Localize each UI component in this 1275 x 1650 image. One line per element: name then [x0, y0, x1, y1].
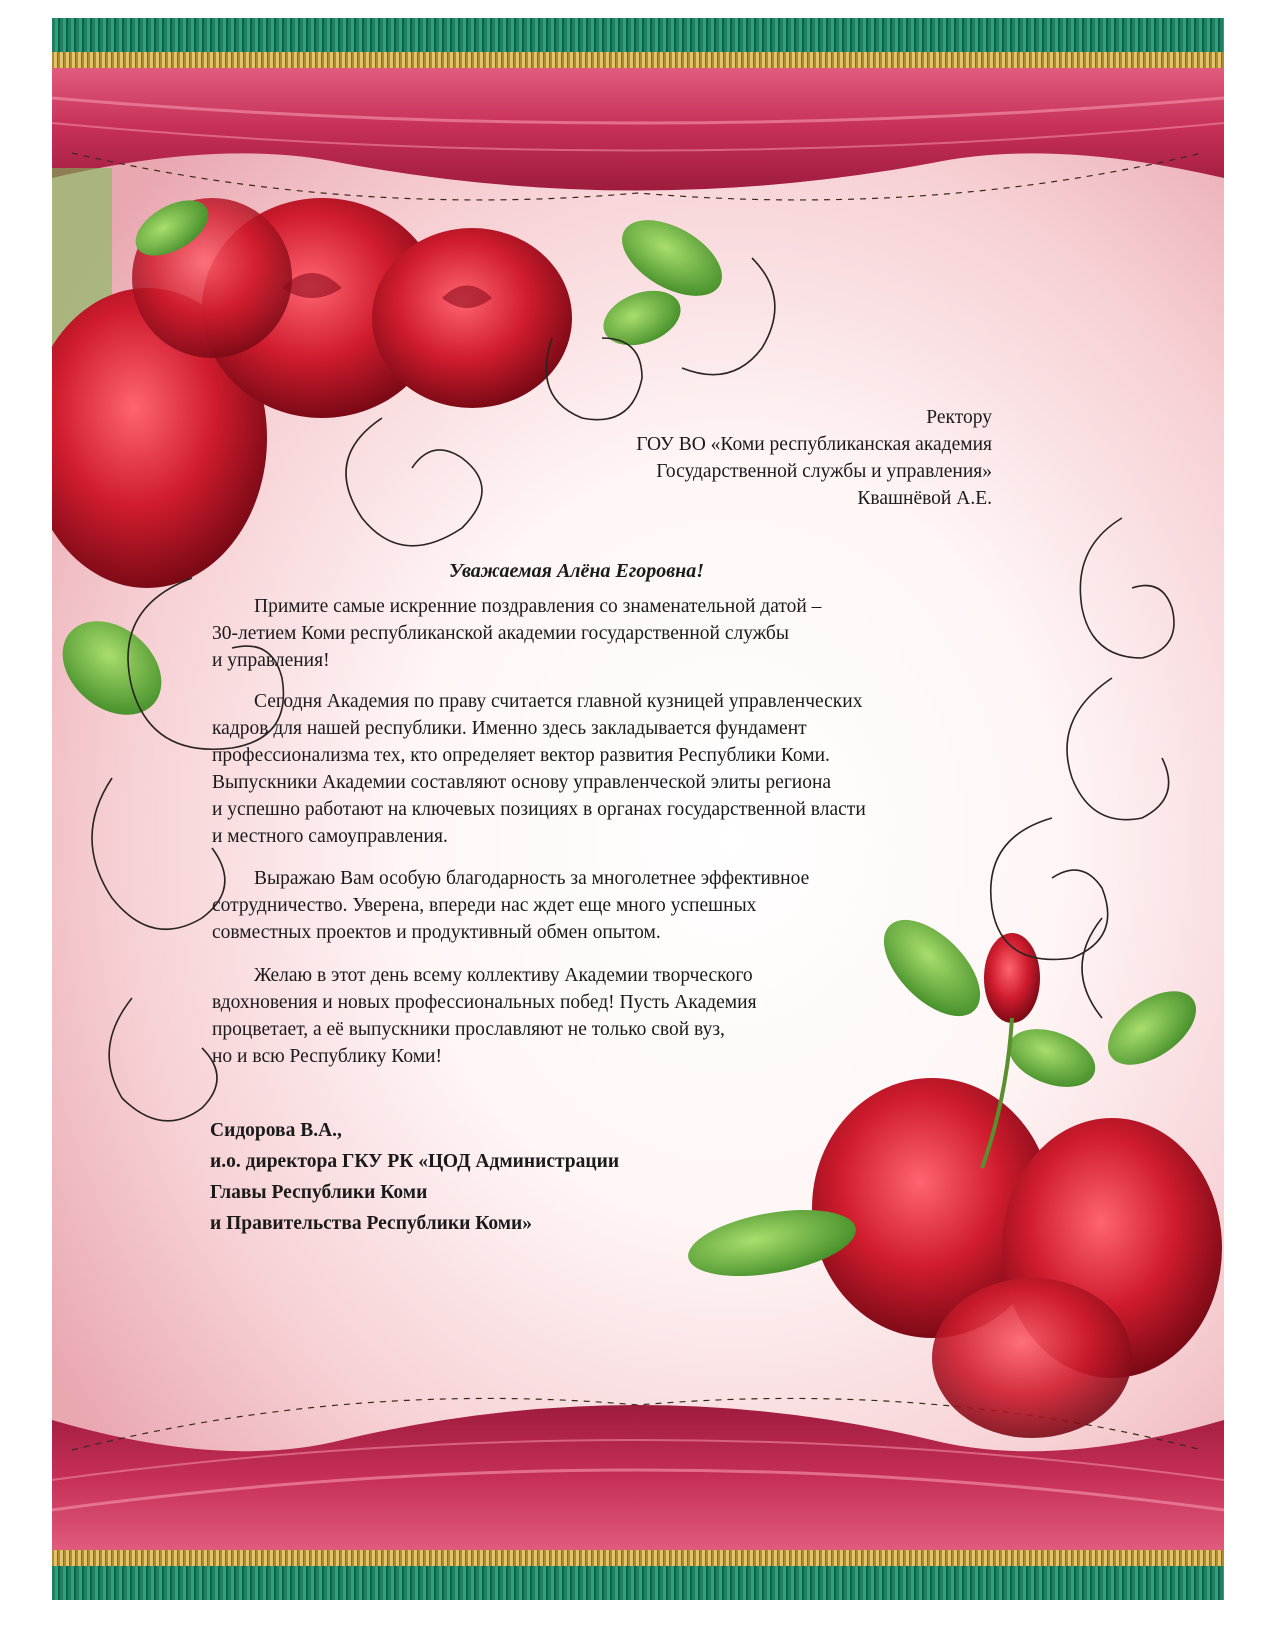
- body-line: сотрудничество. Уверена, впереди нас ждет еще много успешных: [212, 895, 757, 916]
- body-line: но и всю Республику Коми!: [212, 1046, 442, 1067]
- body-line: и местного самоуправления.: [212, 826, 448, 847]
- signature-name: Сидорова В.А.,: [210, 1120, 342, 1141]
- signature-position: Главы Республики Коми: [210, 1182, 428, 1203]
- greeting-salutation: Уважаемая Алёна Егоровна!: [449, 560, 705, 582]
- body-line: процветает, а её выпускники прославляют не только свой вуз,: [212, 1019, 725, 1040]
- addressee-line: ГОУ ВО «Коми республиканская академия: [636, 434, 992, 455]
- body-line: 30-летием Коми республиканской академии государственной службы: [212, 623, 789, 644]
- body-line: Выпускники Академии составляют основу управленческой элиты региона: [212, 772, 832, 793]
- body-line: Сегодня Академия по праву считается главной кузницей управленческих: [254, 691, 863, 712]
- body-line: кадров для нашей республики. Именно здесь закладывается фундамент: [212, 718, 807, 739]
- body-line: Примите самые искренние поздравления со знаменательной датой –: [254, 596, 822, 617]
- signature-position: и Правительства Республики Коми»: [210, 1213, 533, 1234]
- body-line: профессионализма тех, кто определяет вектор развития Республики Коми.: [212, 745, 830, 766]
- body-line: Выражаю Вам особую благодарность за многолетнее эффективное: [254, 868, 810, 889]
- body-line: и успешно работают на ключевых позициях в органах государственной власти: [212, 799, 866, 820]
- greeting-card: [52, 18, 1224, 1600]
- body-line: Желаю в этот день всему коллективу Академии творческого: [254, 965, 753, 986]
- body-line: и управления!: [212, 650, 330, 671]
- body-line: совместных проектов и продуктивный обмен опытом.: [212, 922, 661, 943]
- addressee-line: Государственной службы и управления»: [656, 461, 992, 482]
- signature-position: и.о. директора ГКУ РК «ЦОД Администрации: [210, 1151, 620, 1172]
- roses-top-left-icon: [52, 168, 735, 734]
- roses-bottom-right-icon: [683, 903, 1222, 1438]
- body-line: вдохновения и новых профессиональных побед! Пусть Академия: [212, 992, 757, 1013]
- addressee-name: Квашнёвой А.Е.: [857, 488, 992, 509]
- addressee-line: Ректору: [926, 407, 992, 428]
